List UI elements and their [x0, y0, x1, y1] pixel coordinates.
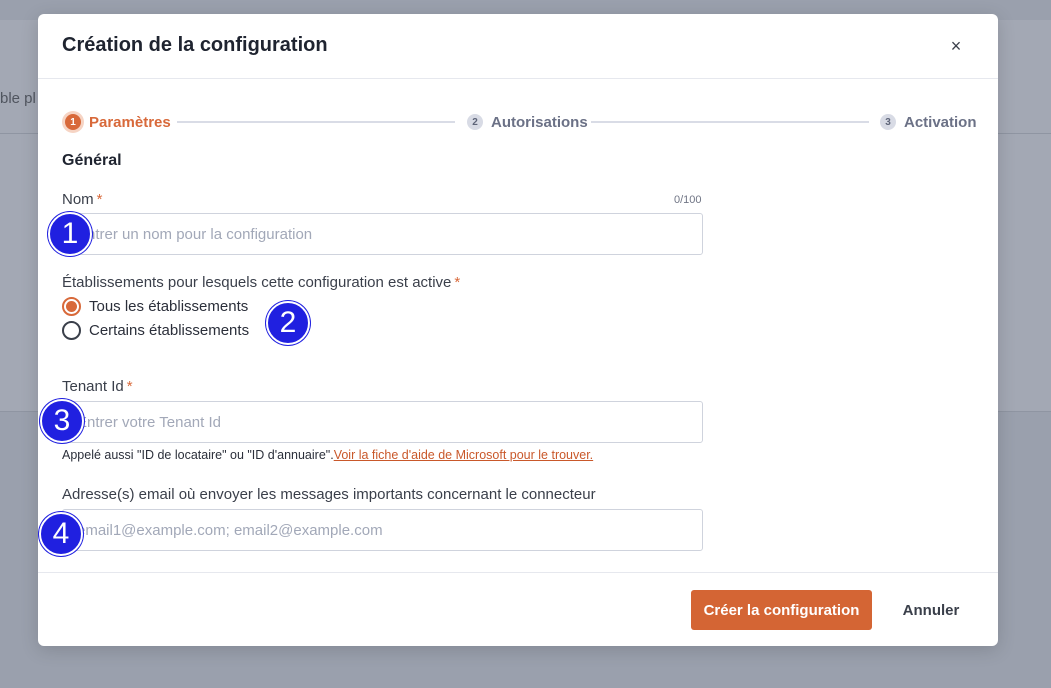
- required-mark: *: [454, 274, 461, 291]
- cancel-button[interactable]: Annuler: [891, 590, 971, 630]
- step-autorisations[interactable]: [467, 112, 588, 132]
- step-number: 2: [467, 114, 483, 130]
- radio-unchecked-icon[interactable]: [62, 321, 81, 340]
- tenant-id-input[interactable]: [62, 401, 703, 443]
- radio-label[interactable]: Certains établissements: [89, 322, 250, 339]
- step-label: Activation: [904, 113, 977, 131]
- required-mark: *: [126, 378, 133, 395]
- establishments-label-text: Établissements pour lesquels cette configuration est active: [62, 274, 452, 291]
- modal-title: Création de la configuration: [62, 34, 328, 56]
- tenant-id-label-text: Tenant Id: [62, 378, 124, 395]
- annotation-marker-1: 1: [48, 212, 92, 256]
- step-number: 1: [65, 114, 81, 130]
- email-label: Adresse(s) email où envoyer les messages importants concernant le connecteur: [62, 486, 596, 503]
- name-label: [62, 191, 103, 208]
- background-partial-text: ble pl: [0, 90, 36, 107]
- name-char-counter: 0/100: [674, 194, 702, 206]
- create-configuration-modal: [38, 14, 998, 646]
- create-configuration-button[interactable]: Créer la configuration: [691, 590, 872, 630]
- required-mark: *: [96, 191, 103, 208]
- modal-footer: [38, 572, 998, 646]
- tenant-id-label: [62, 378, 133, 395]
- step-parametres[interactable]: [62, 112, 171, 132]
- radio-all-establishments[interactable]: [62, 297, 248, 316]
- radio-label[interactable]: Tous les établissements: [89, 298, 249, 315]
- annotation-marker-4: 4: [39, 512, 83, 556]
- step-label: Paramètres: [89, 113, 171, 131]
- section-title-general: Général: [62, 152, 122, 169]
- radio-some-establishments[interactable]: [62, 321, 249, 340]
- name-input[interactable]: [62, 213, 703, 255]
- email-input[interactable]: [62, 509, 703, 551]
- tenant-id-help-text: Appelé aussi "ID de locataire" ou "ID d'annuaire".: [62, 448, 334, 462]
- close-icon[interactable]: ×: [950, 36, 962, 56]
- name-label-text: Nom: [62, 191, 94, 208]
- microsoft-help-link[interactable]: Voir la fiche d'aide de Microsoft pour le trouver.: [333, 448, 594, 462]
- annotation-marker-2: 2: [266, 301, 310, 345]
- tenant-id-help: [62, 448, 593, 462]
- modal-header: [38, 14, 998, 79]
- step-activation[interactable]: [880, 112, 977, 132]
- annotation-marker-3: 3: [40, 399, 84, 443]
- radio-checked-icon[interactable]: [62, 297, 81, 316]
- step-number: 3: [880, 114, 896, 130]
- step-label: Autorisations: [491, 113, 588, 131]
- step-connector: [591, 121, 869, 123]
- establishments-label: [62, 274, 460, 291]
- stepper: [62, 112, 977, 132]
- step-connector: [177, 121, 455, 123]
